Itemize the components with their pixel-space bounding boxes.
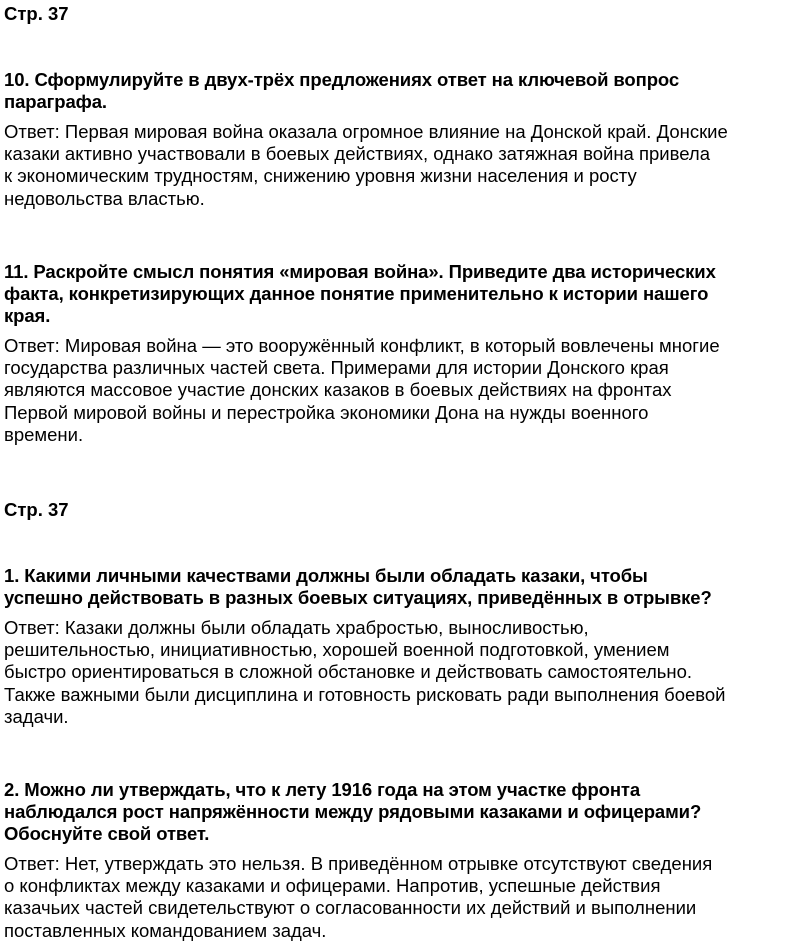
answer-line: недовольства властью.: [4, 187, 205, 209]
question-line: 10. Сформулируйте в двух-трёх предложениях ответ на ключевой вопрос: [4, 69, 680, 90]
answer-line: поставленных командованием задач.: [4, 919, 327, 941]
answer-text: [4, 335, 796, 446]
page-label: Стр. 37: [4, 3, 69, 24]
answer-line: Первой мировой войны и перестройка экономики Дона на нужды военного: [4, 401, 649, 423]
question-line: 11. Раскройте смысл понятия «мировая война». Приведите два исторических: [4, 261, 716, 282]
question-heading: [4, 69, 796, 113]
answer-line: времени.: [4, 423, 84, 445]
answer-line: казачьих частей свидетельствуют о согласованности их действий и выполнении: [4, 897, 697, 919]
question-line: наблюдался рост напряжённости между рядовыми казаками и офицерами?: [4, 801, 702, 822]
question-line: 1. Какими личными качествами должны были обладать казаки, чтобы: [4, 565, 648, 586]
answer-line: казаки активно участвовали в боевых действиях, однако затяжная война привела: [4, 143, 710, 165]
qa-block-1: [4, 565, 796, 728]
answer-line: решительностью, инициативностью, хорошей военной подготовкой, умением: [4, 639, 670, 661]
question-line: 2. Можно ли утверждать, что к лету 1916 года на этом участке фронта: [4, 779, 641, 800]
answer-line: задачи.: [4, 705, 69, 727]
question-line: факта, конкретизирующих данное понятие применительно к истории нашего: [4, 283, 709, 304]
answer-line: Также важными были дисциплина и готовность рисковать ради выполнения боевой: [4, 683, 726, 705]
question-line: параграфа.: [4, 91, 107, 112]
question-line: края.: [4, 305, 51, 326]
answer-line: Ответ: Мировая война — это вооружённый конфликт, в который вовлечены многие: [4, 335, 720, 356]
qa-block-2: [4, 779, 796, 942]
qa-block-10: [4, 69, 796, 210]
answer-line: Ответ: Нет, утверждать это нельзя. В приведённом отрывке отсутствуют сведения: [4, 853, 713, 874]
answer-text: [4, 853, 796, 942]
answer-text: [4, 121, 796, 210]
question-heading: [4, 565, 796, 609]
answer-line: государства различных частей света. Примерами для истории Донского края: [4, 357, 669, 379]
qa-block-11: [4, 261, 796, 446]
question-heading: [4, 261, 796, 327]
answer-line: быстро ориентироваться в сложной обстановке и действовать самостоятельно.: [4, 661, 693, 683]
question-line: успешно действовать в разных боевых ситуациях, приведённых в отрывке?: [4, 587, 712, 608]
page-label: Стр. 37: [4, 499, 69, 520]
answer-line: к экономическим трудностям, снижению уровня жизни населения и росту: [4, 165, 637, 187]
question-heading: [4, 779, 796, 845]
answer-text: [4, 617, 796, 728]
answer-line: Ответ: Казаки должны были обладать храбростью, выносливостью,: [4, 617, 589, 638]
answer-line: Ответ: Первая мировая война оказала огромное влияние на Донской край. Донские: [4, 121, 728, 142]
answer-line: являются массовое участие донских казаков в боевых действиях на фронтах: [4, 379, 672, 401]
answer-line: о конфликтах между казаками и офицерами. Напротив, успешные действия: [4, 875, 661, 897]
question-line: Обоснуйте свой ответ.: [4, 823, 210, 844]
